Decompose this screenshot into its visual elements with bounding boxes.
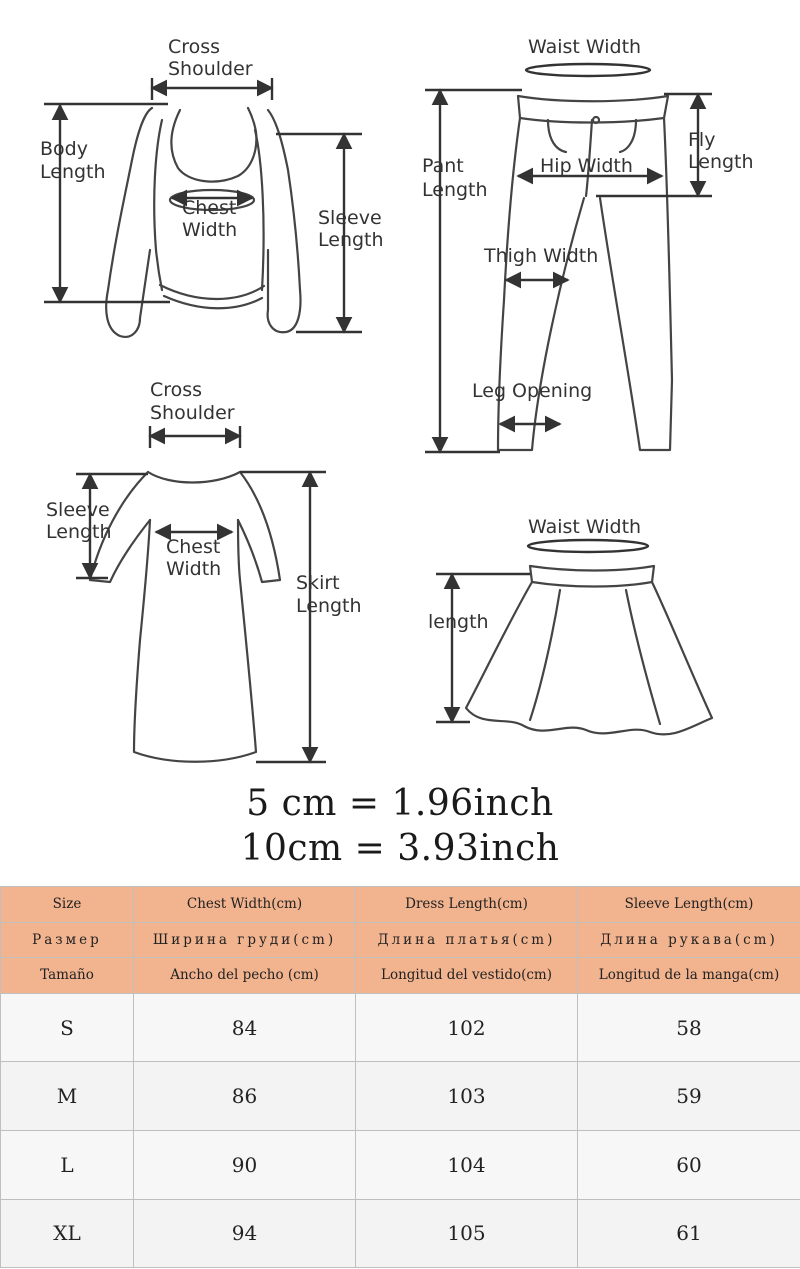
header-size-ru: Размер	[1, 922, 134, 958]
sleeve-label: Sleeve	[318, 207, 382, 229]
dress-length-cell: 105	[356, 1199, 578, 1268]
header-sleeve-length-en: Sleeve Length(cm)	[578, 887, 800, 923]
sleeve-length-cell: 61	[578, 1199, 800, 1268]
pant-length-label: Length	[422, 179, 488, 201]
header-sleeve-length-ru: Длина рукава(cm)	[578, 922, 800, 958]
dress-drawing	[90, 472, 280, 762]
chest-width-label: Width	[182, 219, 238, 241]
dress-shoulder-label: Shoulder	[150, 402, 235, 424]
table-row	[1, 1130, 800, 1199]
header-row-spanish	[1, 958, 800, 994]
header-dress-length-en: Dress Length(cm)	[356, 887, 578, 923]
header-row-english	[1, 887, 800, 923]
dress-sleeve-length-label: Length	[46, 521, 112, 543]
dress-length-cell: 104	[356, 1130, 578, 1199]
top-cross-label: Cross	[168, 36, 221, 58]
body-length-label: Length	[40, 161, 106, 183]
sleeve-length-cell: 59	[578, 1062, 800, 1131]
table-row	[1, 1199, 800, 1268]
size-cell: L	[1, 1130, 134, 1199]
sleeve-length-cell: 58	[578, 993, 800, 1062]
dress-length-cell: 102	[356, 993, 578, 1062]
header-row-russian	[1, 922, 800, 958]
conversion-line-2: 10cm = 3.93inch	[240, 828, 560, 869]
pant-label: Pant	[422, 155, 464, 177]
skirt-waist-width-label: Waist Width	[528, 516, 642, 538]
table-row	[1, 993, 800, 1062]
dress-sleeve-label: Sleeve	[46, 499, 110, 521]
conversion-line-1: 5 cm = 1.96inch	[246, 783, 554, 824]
fly-label: Fly	[688, 129, 716, 151]
hip-width-label: Hip Width	[540, 155, 633, 177]
header-size-es: Tamaño	[1, 958, 134, 994]
skirt-length-label: Length	[296, 595, 362, 617]
chest-cell: 84	[134, 993, 356, 1062]
header-chest-es: Ancho del pecho (cm)	[134, 958, 356, 994]
size-cell: XL	[1, 1199, 134, 1268]
header-dress-length-ru: Длина платья(cm)	[356, 922, 578, 958]
sleeve-length-label: Length	[318, 229, 384, 251]
size-cell: M	[1, 1062, 134, 1131]
body-label: Body	[40, 138, 88, 160]
chest-label: Chest	[182, 197, 237, 219]
thigh-width-label: Thigh Width	[484, 245, 599, 267]
header-size-en: Size	[1, 887, 134, 923]
top-shoulder-label: Shoulder	[168, 58, 253, 80]
length-label: length	[428, 611, 489, 633]
size-table	[0, 886, 800, 1268]
dress-chest-label: Chest	[166, 536, 221, 558]
waist-width-label: Waist Width	[528, 36, 642, 58]
dress-chest-width-label: Width	[166, 558, 222, 580]
chest-cell: 94	[134, 1199, 356, 1268]
dress-cross-label: Cross	[150, 379, 203, 401]
dress-arrows	[76, 426, 326, 762]
table-row	[1, 1062, 800, 1131]
skirt-label: Skirt	[296, 572, 340, 594]
header-sleeve-length-es: Longitud de la manga(cm)	[578, 958, 800, 994]
chest-cell: 90	[134, 1130, 356, 1199]
fly-length-label: Length	[688, 151, 754, 173]
leg-opening-label: Leg Opening	[472, 380, 593, 402]
chest-cell: 86	[134, 1062, 356, 1131]
skirt-drawing	[466, 566, 712, 734]
dress-length-cell: 103	[356, 1062, 578, 1131]
header-dress-length-es: Longitud del vestido(cm)	[356, 958, 578, 994]
header-chest-en: Chest Width(cm)	[134, 887, 356, 923]
header-chest-ru: Ширина груди(cm)	[134, 922, 356, 958]
sleeve-length-cell: 60	[578, 1130, 800, 1199]
size-cell: S	[1, 993, 134, 1062]
